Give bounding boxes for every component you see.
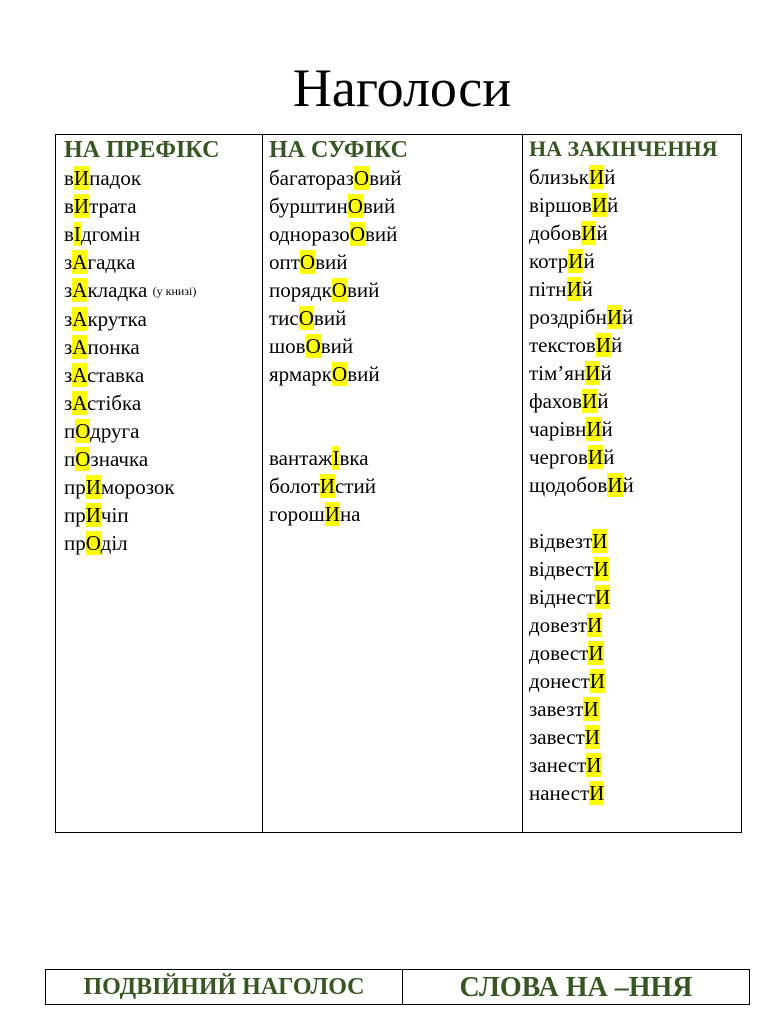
word-after: й bbox=[611, 333, 623, 357]
stressed-vowel: И bbox=[595, 333, 611, 357]
word-item bbox=[529, 471, 741, 499]
word-before: з bbox=[64, 307, 73, 331]
stressed-vowel: И bbox=[591, 193, 608, 217]
word-item bbox=[529, 303, 741, 331]
group-gap bbox=[269, 388, 522, 444]
word-before: з bbox=[64, 250, 73, 274]
word-item bbox=[529, 751, 741, 779]
word-before: відвезт bbox=[529, 529, 593, 553]
word-before: віршов bbox=[529, 193, 592, 217]
word-before: багатораз bbox=[269, 166, 354, 190]
word-before: чергов bbox=[529, 445, 588, 469]
word-after: й bbox=[581, 277, 593, 301]
stressed-vowel: И bbox=[592, 529, 608, 553]
stressed-vowel: И bbox=[588, 641, 604, 665]
word-list bbox=[269, 164, 522, 388]
word-before: ярмарк bbox=[269, 362, 333, 386]
stressed-vowel: А bbox=[72, 335, 88, 359]
word-before: фахов bbox=[529, 389, 583, 413]
word-after: вий bbox=[347, 362, 380, 386]
word-item bbox=[529, 583, 741, 611]
word-item bbox=[269, 192, 522, 220]
word-after: стібка bbox=[86, 391, 142, 415]
word-before: п bbox=[64, 447, 76, 471]
stressed-vowel: И bbox=[586, 417, 602, 441]
stressed-vowel: И bbox=[584, 725, 600, 749]
word-item bbox=[529, 359, 741, 387]
word-after: крутка bbox=[87, 307, 147, 331]
word-before: пр bbox=[64, 503, 86, 527]
word-after: й bbox=[583, 249, 595, 273]
stressed-vowel: И bbox=[85, 503, 101, 527]
word-before: пр bbox=[64, 531, 86, 555]
word-item bbox=[269, 444, 522, 472]
word-after: й bbox=[603, 445, 615, 469]
word-item bbox=[529, 247, 741, 275]
stressed-vowel: И bbox=[73, 194, 90, 218]
word-list bbox=[64, 164, 262, 557]
page-title: Наголоси bbox=[292, 58, 512, 118]
stressed-vowel: О bbox=[299, 250, 316, 274]
word-item bbox=[529, 779, 741, 807]
word-item bbox=[269, 276, 522, 304]
stressed-vowel: И bbox=[324, 502, 340, 526]
stressed-vowel: О bbox=[353, 166, 370, 190]
word-before: в bbox=[64, 194, 74, 218]
word-after: ставка bbox=[86, 363, 145, 387]
word-after: стий bbox=[334, 474, 376, 498]
stressed-vowel: И bbox=[73, 166, 90, 190]
double-stress-heading: ПОДВІЙНИЙ НАГОЛОС bbox=[46, 970, 403, 1004]
word-item bbox=[529, 723, 741, 751]
group-gap bbox=[529, 499, 741, 527]
stressed-vowel: И bbox=[587, 445, 604, 469]
stressed-vowel: А bbox=[72, 307, 88, 331]
word-item bbox=[529, 331, 741, 359]
word-before: з bbox=[64, 278, 73, 302]
stressed-vowel: А bbox=[72, 278, 88, 302]
stressed-vowel: А bbox=[72, 250, 88, 274]
word-before: добов bbox=[529, 221, 582, 245]
word-item bbox=[269, 220, 522, 248]
word-after: трата bbox=[89, 194, 137, 218]
stressed-vowel: И bbox=[581, 221, 597, 245]
word-before: в bbox=[64, 222, 74, 246]
word-after: й bbox=[604, 165, 616, 189]
word-before: з bbox=[64, 391, 73, 415]
word-item bbox=[529, 527, 741, 555]
word-before: п bbox=[64, 419, 76, 443]
word-after: гадка bbox=[87, 250, 136, 274]
stressed-vowel: О bbox=[331, 278, 347, 302]
word-list bbox=[529, 163, 741, 499]
word-after: кладка bbox=[87, 278, 148, 302]
stressed-vowel: А bbox=[72, 391, 87, 415]
word-after: діл bbox=[100, 531, 128, 555]
word-item bbox=[529, 443, 741, 471]
word-item bbox=[529, 415, 741, 443]
word-before: в bbox=[64, 166, 74, 190]
word-item bbox=[269, 500, 522, 528]
stressed-vowel: И bbox=[582, 389, 598, 413]
bottom-table bbox=[45, 969, 750, 1005]
word-after: чіп bbox=[100, 503, 129, 527]
word-before: опт bbox=[269, 250, 300, 274]
stressed-vowel: И bbox=[319, 474, 335, 498]
stressed-vowel: О bbox=[298, 306, 314, 330]
word-item bbox=[529, 695, 741, 723]
stressed-vowel: І bbox=[73, 222, 81, 246]
word-item bbox=[64, 305, 262, 333]
stressed-vowel: И bbox=[587, 613, 603, 637]
word-after: друга bbox=[90, 419, 140, 443]
word-before: горош bbox=[269, 502, 325, 526]
word-after: вий bbox=[364, 222, 398, 246]
word-list bbox=[269, 444, 522, 528]
word-after: вка bbox=[339, 446, 369, 470]
word-after: дгомін bbox=[80, 222, 141, 246]
word-item bbox=[529, 639, 741, 667]
stressed-vowel: И bbox=[585, 361, 601, 385]
word-before: занест bbox=[529, 753, 587, 777]
nnia-words-heading: СЛОВА НА –ННЯ bbox=[459, 972, 693, 1003]
word-item bbox=[64, 473, 262, 501]
stressed-vowel: І bbox=[332, 446, 340, 470]
word-item bbox=[529, 219, 741, 247]
word-item bbox=[269, 360, 522, 388]
word-before: тис bbox=[269, 306, 299, 330]
word-before: тім’ян bbox=[529, 361, 586, 385]
word-item bbox=[64, 220, 262, 248]
stressed-vowel: О bbox=[85, 531, 101, 555]
word-before: довезт bbox=[529, 613, 588, 637]
word-before: шов bbox=[269, 334, 306, 358]
stressed-vowel: О bbox=[305, 334, 321, 358]
word-before: щодобов bbox=[529, 473, 608, 497]
column-suffix bbox=[263, 135, 523, 832]
word-before: одноразо bbox=[269, 222, 350, 246]
word-item bbox=[64, 529, 262, 557]
stressed-vowel: А bbox=[72, 363, 87, 387]
word-before: близьк bbox=[529, 165, 589, 189]
stressed-vowel: О bbox=[75, 419, 91, 443]
word-after: вий bbox=[320, 334, 354, 358]
stressed-vowel: И bbox=[607, 473, 623, 497]
word-before: текстов bbox=[529, 333, 596, 357]
word-before: довест bbox=[529, 641, 589, 665]
word-before: чарівн bbox=[529, 417, 587, 441]
word-before: завест bbox=[529, 725, 585, 749]
word-item bbox=[529, 667, 741, 695]
word-before: пр bbox=[64, 475, 86, 499]
word-before: болот bbox=[269, 474, 320, 498]
stressed-vowel: И bbox=[595, 585, 611, 609]
word-after: вий bbox=[313, 306, 347, 330]
word-item bbox=[529, 555, 741, 583]
word-groups bbox=[529, 163, 741, 807]
word-after: вий bbox=[362, 194, 396, 218]
stress-table bbox=[55, 134, 742, 833]
word-item bbox=[64, 501, 262, 529]
word-after: й bbox=[601, 417, 613, 441]
stressed-vowel: И bbox=[593, 557, 609, 581]
word-item bbox=[64, 389, 262, 417]
word-after: понка bbox=[87, 335, 140, 359]
word-item bbox=[64, 276, 262, 305]
stressed-vowel: О bbox=[75, 447, 91, 471]
stressed-vowel: И bbox=[589, 669, 605, 693]
word-after: й bbox=[607, 193, 619, 217]
word-after: вий bbox=[369, 166, 402, 190]
word-groups bbox=[64, 164, 262, 557]
stressed-vowel: И bbox=[568, 249, 584, 273]
stressed-vowel: И bbox=[583, 697, 599, 721]
word-item bbox=[529, 387, 741, 415]
stressed-vowel: И bbox=[586, 753, 602, 777]
word-after: вий bbox=[346, 278, 380, 302]
word-after: й bbox=[597, 389, 609, 413]
column-heading-suffix: НА СУФІКС bbox=[269, 137, 408, 163]
word-item bbox=[64, 248, 262, 276]
word-before: донест bbox=[529, 669, 590, 693]
word-item bbox=[529, 611, 741, 639]
stressed-vowel: О bbox=[349, 222, 365, 246]
column-ending bbox=[523, 135, 741, 832]
word-before: з bbox=[64, 363, 73, 387]
word-after: падок bbox=[89, 166, 142, 190]
word-item bbox=[269, 304, 522, 332]
word-after: й bbox=[596, 221, 608, 245]
word-before: з bbox=[64, 335, 73, 359]
word-item bbox=[269, 472, 522, 500]
word-note: (у книзі) bbox=[152, 284, 197, 298]
column-heading-prefix: НА ПРЕФІКС bbox=[64, 137, 220, 163]
word-before: котр bbox=[529, 249, 569, 273]
stressed-vowel: О bbox=[332, 362, 348, 386]
word-before: нанест bbox=[529, 781, 590, 805]
word-after: й bbox=[622, 473, 634, 497]
column-prefix bbox=[56, 135, 263, 832]
word-item bbox=[269, 164, 522, 192]
word-before: відвест bbox=[529, 557, 594, 581]
word-after: морозок bbox=[100, 475, 175, 499]
stressed-vowel: И bbox=[85, 475, 101, 499]
word-after: значка bbox=[90, 447, 149, 471]
word-item bbox=[64, 445, 262, 473]
word-before: віднест bbox=[529, 585, 596, 609]
word-after: й bbox=[600, 361, 612, 385]
word-item bbox=[64, 361, 262, 389]
word-before: роздрібн bbox=[529, 305, 607, 329]
word-item bbox=[64, 164, 262, 192]
word-item bbox=[64, 333, 262, 361]
word-before: вантаж bbox=[269, 446, 333, 470]
word-after: вий bbox=[315, 250, 348, 274]
stressed-vowel: И bbox=[606, 305, 623, 329]
word-item bbox=[64, 417, 262, 445]
word-after: на bbox=[339, 502, 361, 526]
word-before: завезт bbox=[529, 697, 584, 721]
word-item bbox=[529, 191, 741, 219]
word-before: бурштин bbox=[269, 194, 348, 218]
word-item bbox=[529, 163, 741, 191]
word-list bbox=[529, 527, 741, 807]
stressed-vowel: И bbox=[589, 781, 605, 805]
word-item bbox=[64, 192, 262, 220]
word-item bbox=[529, 275, 741, 303]
stressed-vowel: И bbox=[566, 277, 582, 301]
word-after: й bbox=[622, 305, 634, 329]
word-item bbox=[269, 248, 522, 276]
word-before: пітн bbox=[529, 277, 567, 301]
column-heading-ending: НА ЗАКІНЧЕННЯ bbox=[529, 136, 718, 161]
word-item bbox=[269, 332, 522, 360]
word-before: порядк bbox=[269, 278, 332, 302]
stressed-vowel: И bbox=[588, 165, 605, 189]
stressed-vowel: О bbox=[347, 194, 363, 218]
word-groups bbox=[269, 164, 522, 528]
